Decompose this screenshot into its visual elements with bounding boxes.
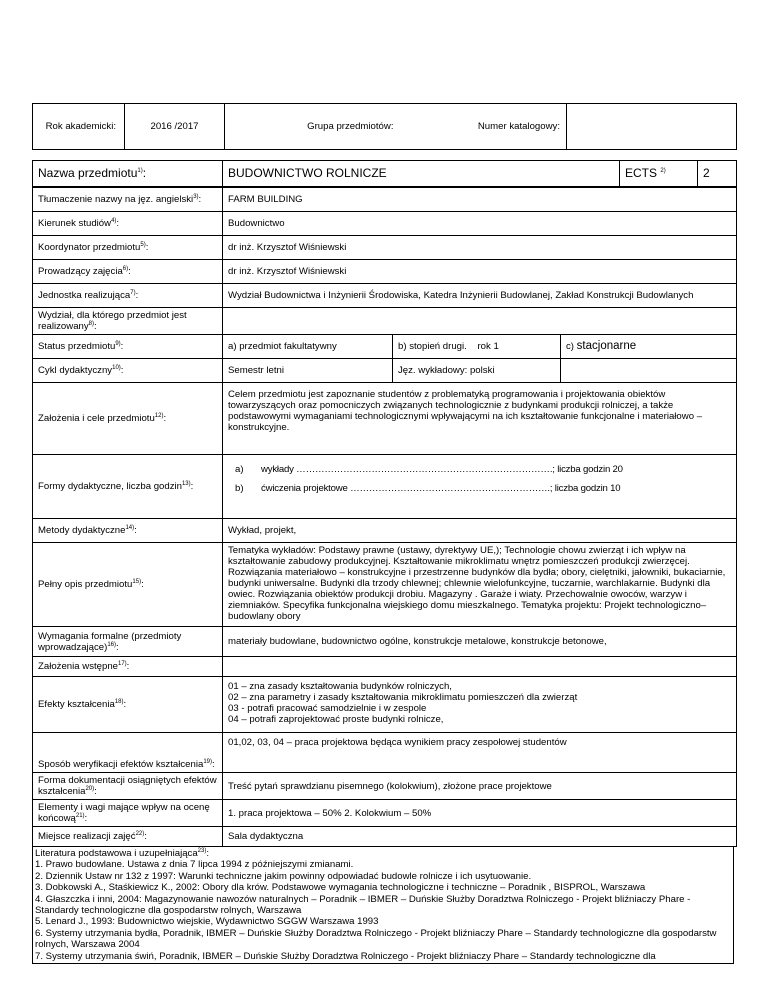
grading-value: 1. praca projektowa – 50% 2. Kolokwium – 50% <box>223 800 737 827</box>
description-label: Pełny opis przedmiotu$^{15)}$: <box>33 543 223 627</box>
translation-value: FARM BUILDING <box>223 188 737 212</box>
goals-label: Założenia i cele przedmiotu$^{12)}$: <box>33 383 223 455</box>
requirements-label: Wymagania formalne (przedmioty wprowadzające)$^{16)}$: <box>33 627 223 657</box>
grupa-label: Grupa przedmiotów: <box>225 104 400 150</box>
numer-value <box>567 104 737 150</box>
cycle-language: Jęz. wykładowy: polski <box>393 359 561 383</box>
instructor-value: dr inż. Krzysztof Wiśniewski <box>223 260 737 284</box>
main-table <box>32 187 737 847</box>
outcome-item: 02 – zna parametry i zasady kształtowania mikroklimatu pomieszczeń dla zwierząt <box>228 692 578 703</box>
goals-value: Celem przedmiotu jest zapoznanie studentów z problematyką programowania i projektowania obiektów towarzyszących oraz pomocniczych związanych technologicznie z budynkami produkcji rolniczej, a także podstawowymi wymaganiami technologicznymi wpływającymi na ich kształtowanie funkcjonalne i materiałowo – konstrukcyjne. <box>223 383 737 455</box>
field-of-study-value: Budownictwo <box>223 212 737 236</box>
ects-value: 2 <box>698 161 737 187</box>
methods-value: Wykład, projekt, <box>223 519 737 543</box>
location-value: Sala dydaktyczna <box>223 827 737 847</box>
forms-value <box>223 455 737 519</box>
location-label: Miejsce realizacji zajęć$^{22)}$: <box>33 827 223 847</box>
unit-value: Wydział Budownictwa i Inżynierii Środowiska, Katedra Inżynierii Budowlanej, Zakład Konstrukcji Budowlanych <box>223 284 737 308</box>
grading-label: Elementy i wagi mające wpływ na ocenę końcową$^{21)}$: <box>33 800 223 827</box>
outcomes-value <box>223 677 737 733</box>
literature-item: 2. Dziennik Ustaw nr 132 z 1997: Warunki techniczne jakim powinny odpowiadać budowle rolnicze i ich usytuowanie. <box>35 870 532 882</box>
prerequisites-value <box>223 657 737 677</box>
outcome-item: 01 – zna zasady kształtowania budynków rolniczych, <box>228 681 452 692</box>
numer-label: Numer katalogowy: <box>400 104 567 150</box>
ects-label: ECTS $^{2)}$ <box>620 161 698 187</box>
literature-item: 7. Systemy utrzymania świń, Poradnik, IBMER – Duńskie Służby Doradztwa Rolniczego - Projekt bliźniaczy Phare – Standardy technologiczne dla <box>35 950 656 962</box>
requirements-value: materiały budowlane, budownictwo ogólne, konstrukcje metalowe, konstrukcje betonowe, <box>223 627 737 657</box>
field-of-study-label: Kierunek studiów$^{4)}$: <box>33 212 223 236</box>
forms-item-lectures: a) wykłady ……………………………………………………………………….; liczba godzin 20 <box>235 464 623 475</box>
literature-item: 6. Systemy utrzymania bydła, Poradnik, IBMER – Duńskie Służby Doradztwa Rolniczego - Projekt bliźniaczy Phare – Standardy technologiczne dla gospodarstw rolnych, Warszawa 2004 <box>35 927 717 951</box>
title-table <box>32 160 737 187</box>
status-label: Status przedmiotu$^{9)}$: <box>33 335 223 359</box>
cycle-semester: Semestr letni <box>223 359 393 383</box>
verification-value: 01,02, 03, 04 – praca projektowa będąca wynikiem pracy zespołowej studentów <box>223 733 737 773</box>
literature-item: 3. Dobkowski A., Staśkiewicz K., 2002: Obory dla krów. Podstawowe wymagania technologiczne i techniczne – Poradnik , BISPROL, Warszawa <box>35 882 646 894</box>
prerequisites-label: Założenia wstępne$^{17)}$: <box>33 657 223 677</box>
outcome-item: 03 - potrafi pracować samodzielnie i w zespole <box>228 703 427 714</box>
header-table <box>32 103 737 150</box>
unit-label: Jednostka realizująca$^{7)}$: <box>33 284 223 308</box>
documentation-label: Forma dokumentacji osiągniętych efektów kształcenia$^{20)}$: <box>33 773 223 800</box>
instructor-label: Prowadzący zajęcia$^{6)}$: <box>33 260 223 284</box>
literature-item: 5. Lenard J., 1993: Budownictwo wiejskie, Wydawnictwo SGGW Warszawa 1993 <box>35 916 379 928</box>
status-a: a) przedmiot fakultatywny <box>223 335 393 359</box>
status-c: c) stacjonarne <box>561 335 737 359</box>
coordinator-value: dr inż. Krzysztof Wiśniewski <box>223 236 737 260</box>
subject-name-label: Nazwa przedmiotu$^{1)}$: <box>33 161 223 187</box>
subject-name-value: BUDOWNICTWO ROLNICZE <box>223 161 620 187</box>
literature-label: Literatura podstawowa i uzupełniająca$^{23)}$: <box>35 847 210 859</box>
rok-label: Rok akademicki: <box>33 104 125 150</box>
faculty-value <box>223 308 737 335</box>
literature-item: 1. Prawo budowlane. Ustawa z dnia 7 lipca 1994 z późniejszymi zmianami. <box>35 859 354 871</box>
forms-label: Formy dydaktyczne, liczba godzin$^{13)}$: <box>33 455 223 519</box>
faculty-label: Wydział, dla którego przedmiot jest realizowany$^{8)}$: <box>33 308 223 335</box>
syllabus-form <box>32 103 736 964</box>
methods-label: Metody dydaktyczne$^{14)}$: <box>33 519 223 543</box>
outcome-item: 04 – potrafi zaprojektować proste budynki rolnicze, <box>228 714 444 725</box>
outcomes-label: Efekty kształcenia$^{18)}$: <box>33 677 223 733</box>
rok-value: 2016 /2017 <box>125 104 225 150</box>
literature-item: 4. Głaszczka i inni, 2004: Magazynowanie nawozów naturalnych – Poradnik – IBMER – Duńskie Służby Doradztwa Rolniczego - Projekt bliźniaczy Phare - Standardy technologiczne dla gospodarstw rolnych, Warszawa <box>35 893 691 917</box>
status-b: b) stopień drugi. rok 1 <box>393 335 561 359</box>
literature-section <box>32 847 734 964</box>
description-value: Tematyka wykładów: Podstawy prawne (ustawy, dyrektywy UE,); Technologie chowu zwierząt i ich wpływ na kształtowanie zabudowy produkcyjnej. Kształtowanie mikroklimatu wnętrz pomieszczeń produkcji zwierzęcej. Rozwiązania materiałowo – konstrukcyjne i przestrzenne budynków dla bydła; obory, cielętniki, jałowniki, bukaciarnie, budynki uniwersalne. Budynki dla trzody chlewnej; chlewnie wielofunkcyjne, tuczarnie, warchlakarnie. Budynki dla owiec. Rozwiązania obiektów produkcji drobiu. Magazyny . Garaże i wiaty. Przechowalnie owoców, warzyw i ziemniaków. Specyfika funkcjonalna wiejskiego domu mieszkalnego. Tematyka projektu: Projekt technologiczno–budowlany obory <box>223 543 737 627</box>
cycle-label: Cykl dydaktyczny$^{10)}$: <box>33 359 223 383</box>
forms-item-exercises: b) ćwiczenia projektowe ……………………………………………………….; liczba godzin 10 <box>235 483 621 494</box>
translation-label: Tłumaczenie nazwy na jęz. angielski$^{3)}$: <box>33 188 223 212</box>
documentation-value: Treść pytań sprawdzianu pisemnego (kolokwium), złożone prace projektowe <box>223 773 737 800</box>
verification-label: Sposób weryfikacji efektów kształcenia$^{19)}$: <box>33 733 223 773</box>
cycle-empty <box>561 359 737 383</box>
coordinator-label: Koordynator przedmiotu$^{5)}$: <box>33 236 223 260</box>
